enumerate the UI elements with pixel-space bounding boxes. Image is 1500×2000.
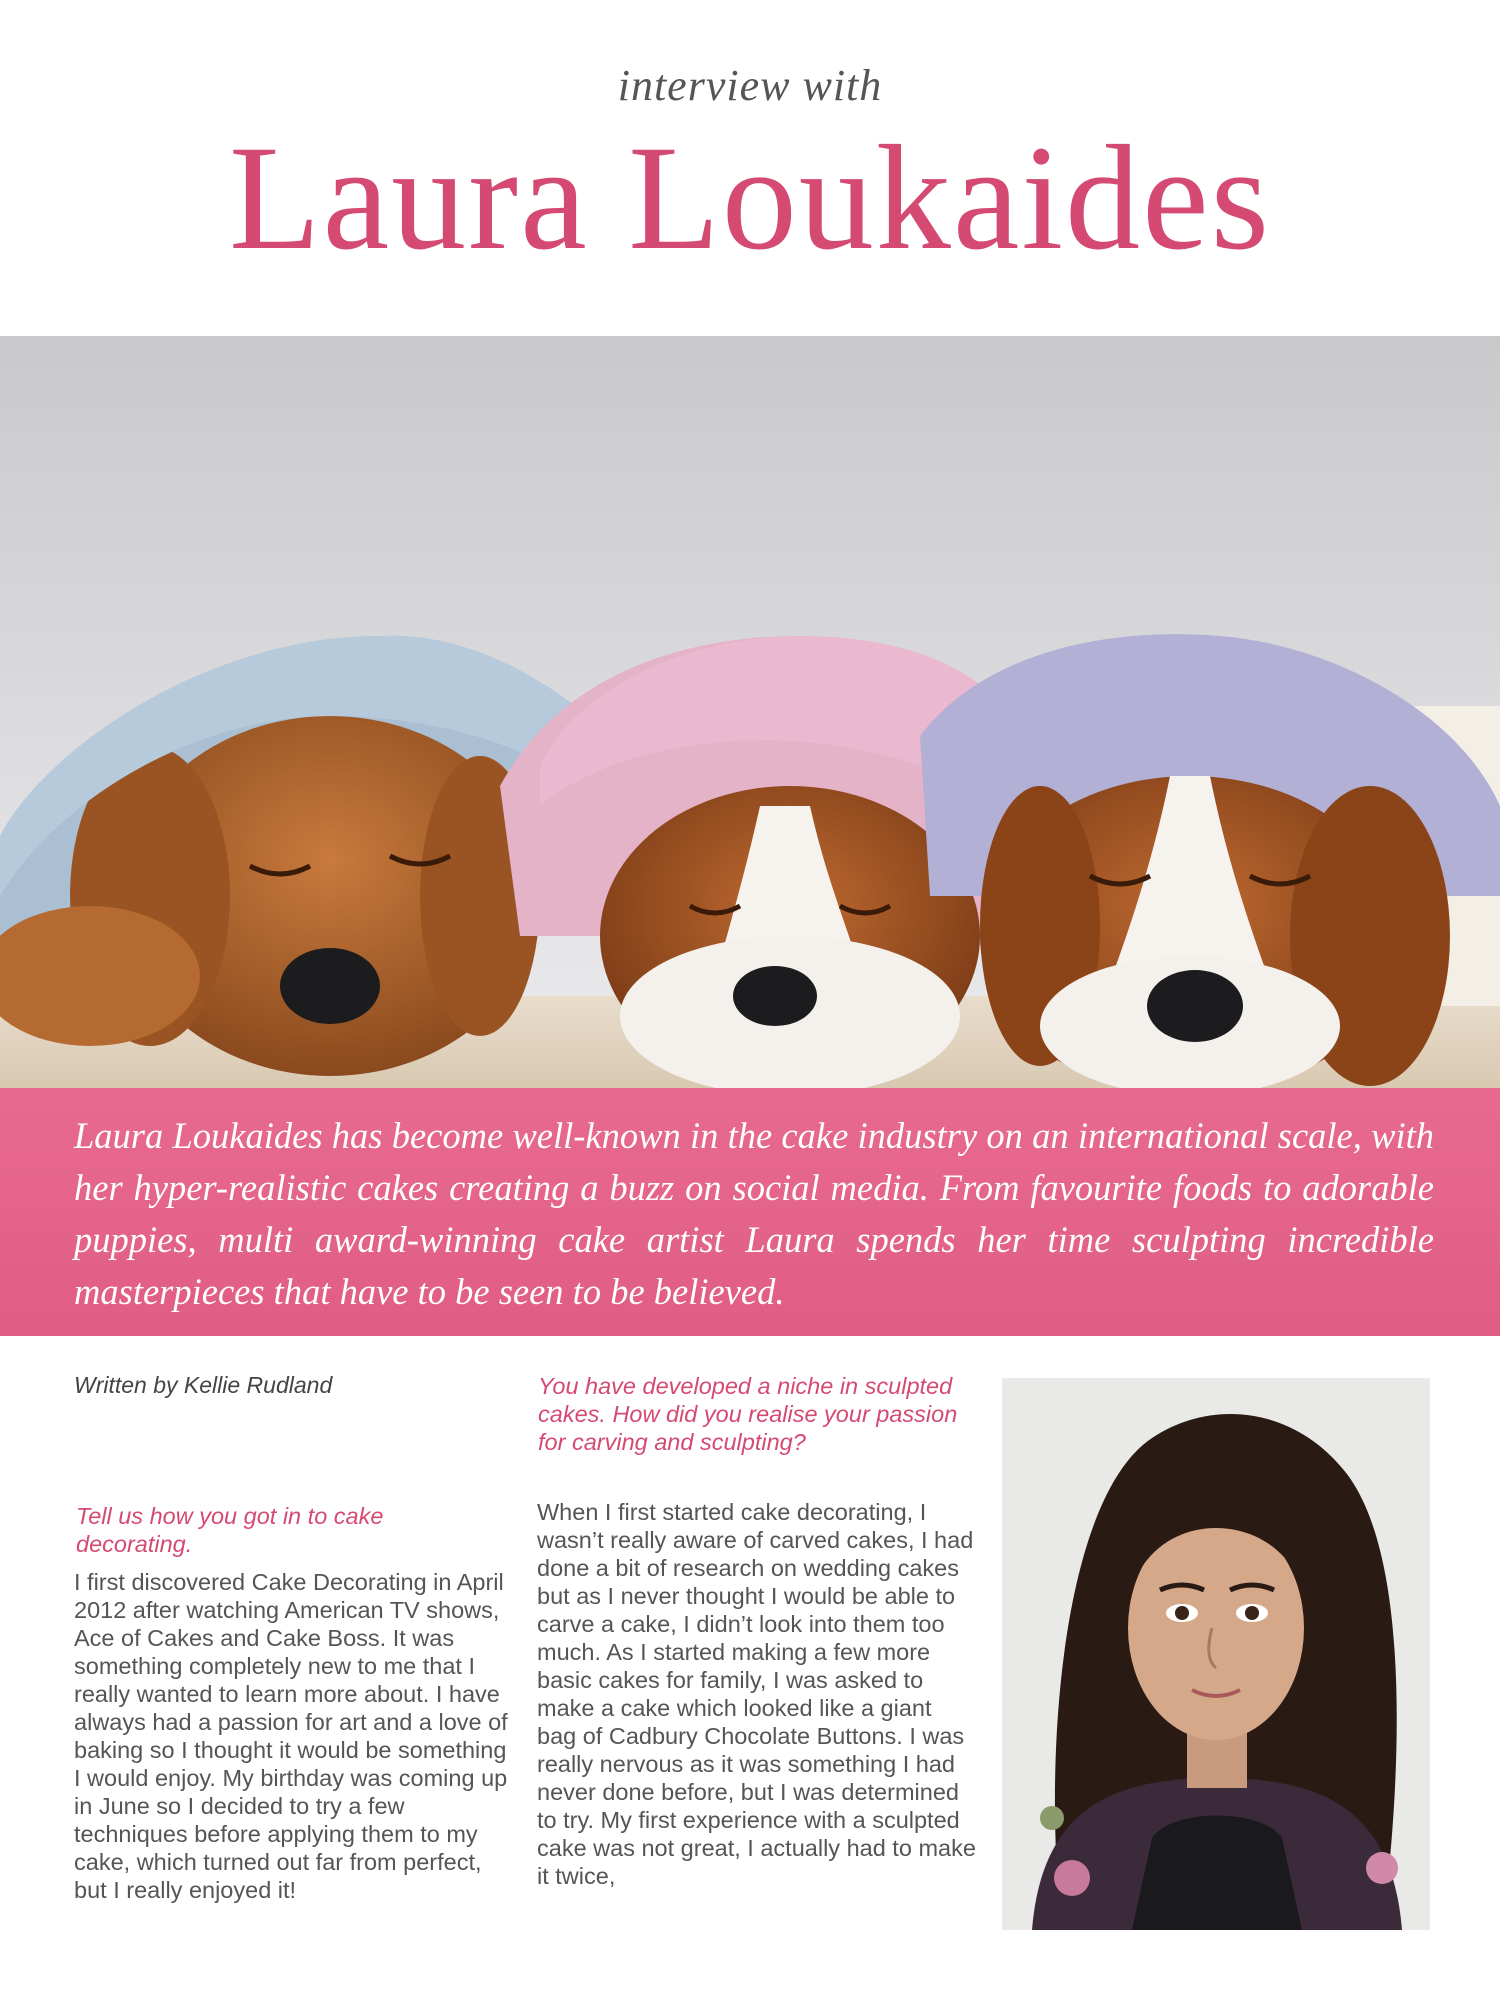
kicker-text: interview with [617,61,883,110]
hero-photo-sleeping-puppy-cakes [0,336,1500,1088]
page-title: Laura Loukaides [228,115,1272,281]
answer-2: When I first started cake decorating, I wasn’t really aware of carved cakes, I had done a bit of research on wedding cakes but as I never thought I would be able to carve a cake, I didn’t look into them too much. As I started making a few more basic cakes for family, I was asked to make a cake which looked like a giant bag of Cadbury Chocolate Buttons. I was really nervous as it was something I had never done before, but I was determined to try. My first experience with a sculpted cake was not great, I actually had to make it twice, [537,1499,976,1889]
question-1: Tell us how you got in to cake decorating. [76,1503,384,1557]
answer-1: I first discovered Cake Decorating in April 2012 after watching American TV shows, Ace of Cakes and Cake Boss. It was something completely new to me that I really wanted to learn more about. I have always had a passion for art and a love of baking so I thought it would be something I would enjoy. My birthday was coming up in June so I decided to try a few techniques before applying them to my cake, which turned out far from perfect, but I really enjoyed it! [74,1569,508,1903]
question-2: You have developed a niche in sculpted cakes. How did you realise your passion for carving and sculpting? [538,1373,958,1455]
byline: Written by Kellie Rudland [74,1372,333,1398]
intro-standfirst: Laura Loukaides has become well-known in the cake industry on an international scale, with her hyper-realistic cakes creating a buzz on social media. From favourite foods to adorable puppies, multi award-winning cake artist Laura spends her time sculpting incredible masterpieces that have to be seen to be believed. [74,1115,1434,1312]
portrait-photo-laura [1002,1378,1430,1930]
